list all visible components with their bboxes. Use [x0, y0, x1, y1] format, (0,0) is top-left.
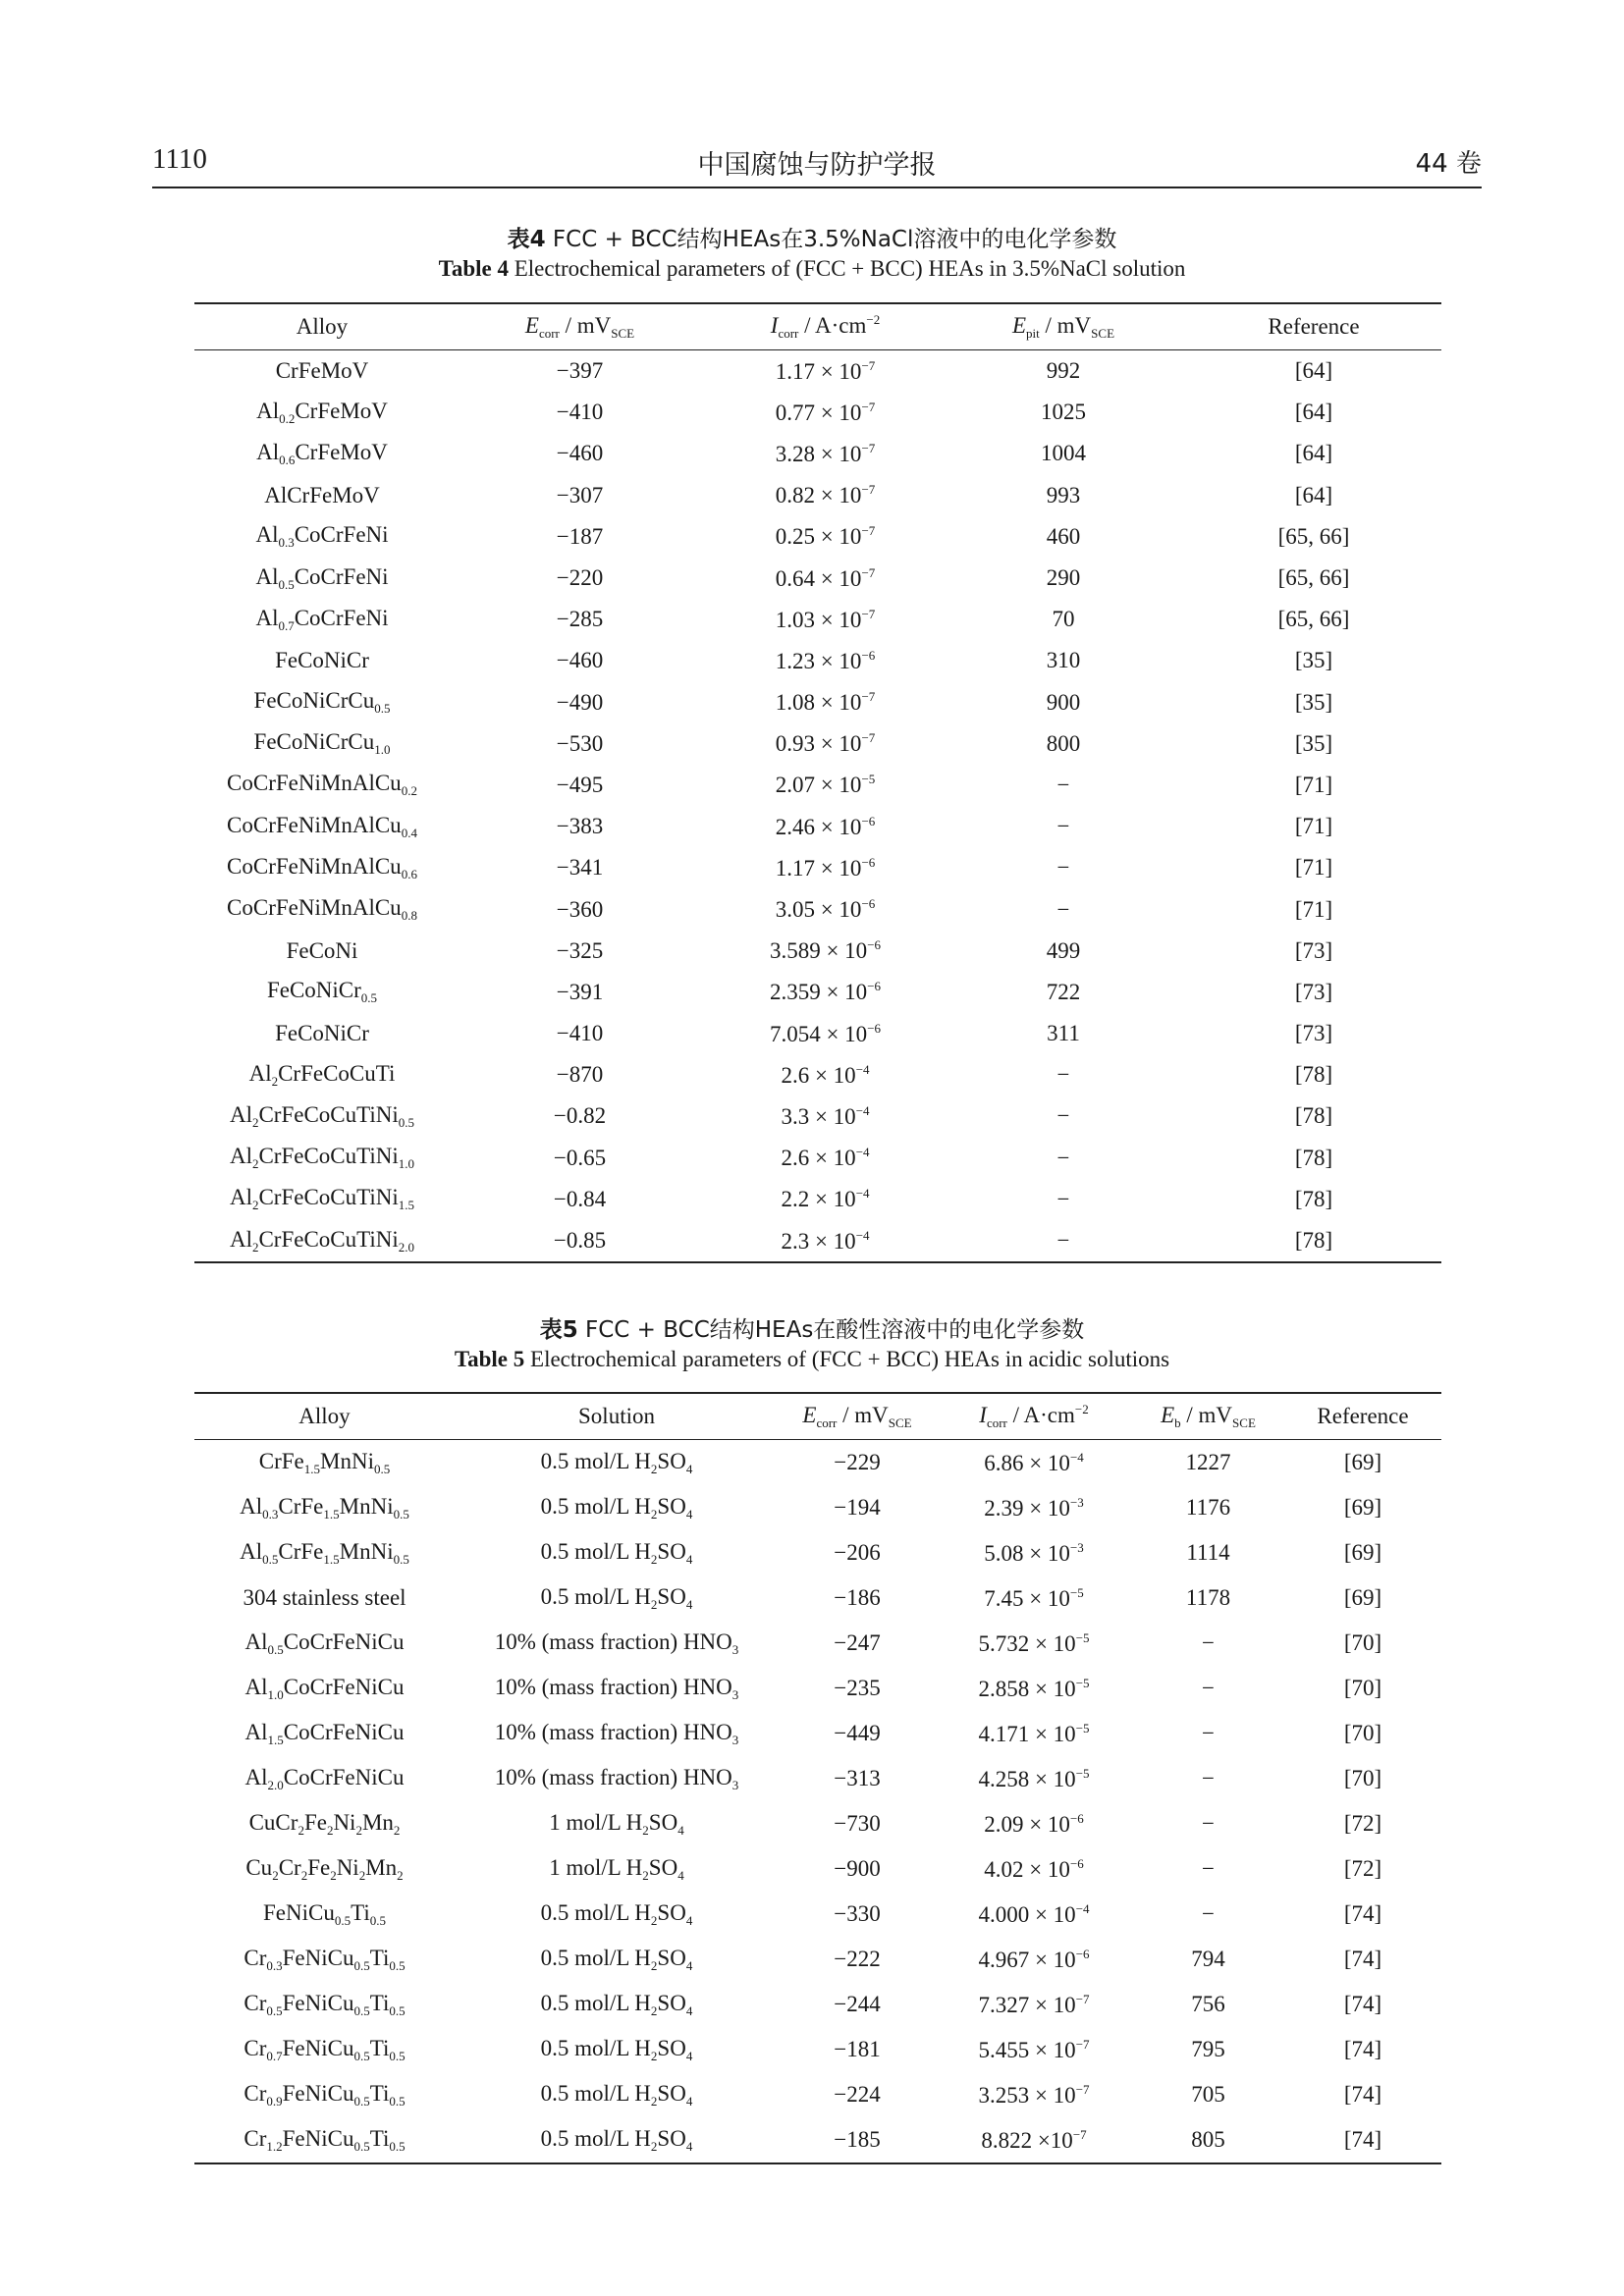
cell-solution: 10% (mass fraction) $HNO_3$ — [494, 1719, 739, 1747]
table-row — [194, 2072, 1441, 2117]
cell-epit: 1004 — [1041, 441, 1086, 466]
cell-solution: 10% (mass fraction) $HNO_3$ — [494, 1629, 739, 1657]
cell-icorr: $4.171 \times 10^{-5}$ — [978, 1720, 1090, 1746]
table-row — [194, 558, 1441, 599]
cell-icorr: $5.732 \times 10^{-5}$ — [978, 1629, 1090, 1656]
cell-reference: [35] — [1294, 648, 1333, 673]
cell-reference: [74] — [1343, 2082, 1382, 2107]
table-row — [194, 2117, 1441, 2163]
table-row — [194, 723, 1441, 765]
table-row — [194, 1095, 1441, 1137]
cell-solution: 0.5 mol/L $H_2SO_4$ — [540, 1990, 693, 2018]
cell-ecorr: −397 — [556, 358, 604, 384]
cell-alloy: $Al_2CrFeCoCuTiNi_{0.5}$ — [229, 1101, 415, 1130]
table4-label-cn: 表4 — [507, 227, 546, 252]
cell-ecorr: −870 — [556, 1062, 604, 1088]
cell-icorr: $2.39 \times 10^{-3}$ — [984, 1494, 1084, 1521]
cell-icorr: $4.967 \times 10^{-6}$ — [978, 1946, 1090, 1972]
cell-ecorr: −490 — [556, 689, 604, 715]
cell-ecorr: −181 — [834, 2037, 881, 2061]
cell-icorr: $1.17 \times 10^{-6}$ — [775, 854, 876, 881]
th-eb: $E_b / mV_{SCE}$ — [1132, 1393, 1284, 1440]
th-ecorr: $E_{corr} / mV_{SCE}$ — [779, 1393, 936, 1440]
cell-icorr: $5.08 \times 10^{-3}$ — [984, 1539, 1084, 1566]
th-alloy: Alloy — [194, 1393, 455, 1440]
cell-ecorr: −229 — [834, 1450, 881, 1474]
cell-ecorr: −206 — [834, 1540, 881, 1565]
cell-solution: 0.5 mol/L $H_2SO_4$ — [540, 1448, 693, 1476]
cell-ecorr: −530 — [556, 730, 604, 756]
table-row — [194, 350, 1441, 393]
cell-epit: 1025 — [1041, 400, 1086, 425]
th-reference: Reference — [1186, 303, 1441, 350]
cell-reference: [69] — [1343, 1495, 1382, 1520]
cell-eb: − — [1202, 1856, 1215, 1881]
cell-icorr: $2.46 \times 10^{-6}$ — [775, 813, 876, 839]
cell-ecorr: −220 — [556, 565, 604, 591]
cell-solution: 1 mol/L $H_2SO_4$ — [549, 1809, 684, 1838]
cell-ecorr: −185 — [779, 2117, 936, 2163]
cell-reference: [72] — [1343, 1856, 1382, 1881]
cell-ecorr: −235 — [834, 1676, 881, 1700]
table-row — [194, 640, 1441, 681]
cell-ecorr: −186 — [834, 1585, 881, 1610]
cell-epit: 310 — [1046, 648, 1081, 673]
cell-ecorr: −900 — [834, 1856, 881, 1881]
cell-solution: 10% (mass fraction) $HNO_3$ — [494, 1674, 739, 1702]
cell-epit: − — [1056, 772, 1070, 797]
table5-caption-en — [0, 1347, 1624, 1372]
cell-alloy: $Al_{1.0}CoCrFeNiCu$ — [244, 1674, 405, 1702]
cell-alloy: CrFe$_{1.5}$MnNi$_{0.5}$ — [258, 1448, 391, 1476]
table5-title-cn: FCC + BCC结构HEAs在酸性溶液中的电化学参数 — [585, 1317, 1085, 1343]
cell-epit: 722 — [1046, 979, 1081, 1004]
cell-icorr: $0.64 \times 10^{-7}$ — [775, 564, 876, 591]
cell-icorr: $5.455 \times 10^{-7}$ — [978, 2036, 1090, 2062]
cell-icorr: $1.08 \times 10^{-7}$ — [775, 689, 876, 716]
table-row — [194, 516, 1441, 558]
th-epit: $E_{pit} / mV_{SCE}$ — [941, 303, 1186, 350]
cell-reference: [64] — [1294, 400, 1333, 425]
cell-alloy: $Cr_{0.5}FeNiCu_{0.5}Ti_{0.5}$ — [244, 1990, 406, 2018]
cell-reference: [78] — [1294, 1145, 1333, 1170]
table4-label-en: Table 4 — [438, 256, 509, 281]
cell-alloy: $Cr_{1.2}FeNiCu_{0.5}Ti_{0.5}$ — [194, 2117, 455, 2163]
cell-eb: 705 — [1191, 2082, 1225, 2107]
cell-ecorr: −247 — [834, 1630, 881, 1655]
table5-label-en: Table 5 — [454, 1347, 525, 1371]
table5-caption-cn — [0, 1311, 1624, 1344]
cell-alloy: $Al_2CrFeCoCuTiNi_{1.5}$ — [229, 1185, 415, 1213]
cell-alloy: CoCrFeNiMnAlCu$_{0.6}$ — [227, 853, 417, 881]
table-row — [194, 1013, 1441, 1054]
cell-reference: [72] — [1343, 1811, 1382, 1836]
cell-eb: 756 — [1191, 1992, 1225, 2016]
cell-alloy: CrFeMoV — [275, 358, 369, 384]
table4-caption-en — [0, 256, 1624, 282]
cell-epit: − — [1056, 855, 1070, 881]
cell-alloy: $Cu_2Cr_2Fe_2Ni_2Mn_2$ — [245, 1854, 404, 1883]
cell-icorr: $2.359 \times 10^{-6}$ — [769, 979, 882, 1005]
cell-ecorr: −383 — [556, 814, 604, 839]
cell-icorr: $0.93 \times 10^{-7}$ — [775, 730, 876, 757]
cell-alloy: $Al_2CrFeCoCuTiNi_{1.0}$ — [229, 1144, 415, 1172]
cell-reference: [78] — [1186, 1220, 1441, 1262]
table5 — [194, 1392, 1441, 2164]
table-row — [194, 765, 1441, 806]
cell-epit: − — [941, 1220, 1186, 1262]
th-alloy: Alloy — [194, 303, 450, 350]
cell-reference: [71] — [1294, 772, 1333, 797]
cell-eb: − — [1202, 1766, 1215, 1790]
cell-reference: [73] — [1294, 937, 1333, 963]
cell-alloy: $CuCr_2Fe_2Ni_2Mn_2$ — [248, 1809, 401, 1838]
cell-ecorr: −0.84 — [553, 1186, 607, 1211]
journal-title: 中国腐蚀与防护学报 — [697, 150, 937, 181]
cell-icorr: $3.3 \times 10^{-4}$ — [781, 1102, 870, 1129]
cell-epit: 460 — [1046, 523, 1081, 549]
cell-alloy: $Al_2CrFeCoCuTiNi_{2.0}$ — [194, 1220, 450, 1262]
table-row — [194, 1892, 1441, 1937]
th-icorr: $I_{corr} / A\cdot cm^{-2}$ — [710, 303, 941, 350]
cell-epit: 290 — [1046, 565, 1081, 591]
cell-ecorr: −0.82 — [553, 1103, 607, 1129]
cell-icorr: $1.03 \times 10^{-7}$ — [775, 606, 876, 632]
table-row — [194, 1801, 1441, 1846]
cell-reference: [69] — [1343, 1450, 1382, 1474]
cell-reference: [78] — [1294, 1186, 1333, 1211]
cell-ecorr: −0.65 — [553, 1145, 607, 1170]
cell-solution: 0.5 mol/L $H_2SO_4$ — [540, 1899, 693, 1928]
table-row — [194, 931, 1441, 972]
cell-eb: − — [1202, 1676, 1215, 1700]
cell-reference: [35] — [1294, 730, 1333, 756]
cell-eb: 794 — [1191, 1947, 1225, 1971]
cell-reference: [70] — [1343, 1766, 1382, 1790]
cell-alloy: $FeNiCu_{0.5}Ti_{0.5}$ — [263, 1899, 386, 1928]
cell-ecorr: −341 — [556, 855, 604, 881]
cell-icorr: $3.589 \times 10^{-6}$ — [769, 937, 882, 964]
th-solution: Solution — [455, 1393, 779, 1440]
cell-icorr: $6.86 \times 10^{-4}$ — [984, 1449, 1084, 1475]
table-row — [194, 972, 1441, 1013]
cell-reference: [74] — [1343, 2037, 1382, 2061]
cell-epit: 800 — [1046, 730, 1081, 756]
table4 — [194, 302, 1441, 1263]
cell-icorr: $0.82 \times 10^{-7}$ — [775, 482, 876, 508]
table-row — [194, 1711, 1441, 1756]
cell-reference: [73] — [1294, 1021, 1333, 1046]
cell-solution: 0.5 mol/L $H_2SO_4$ — [540, 1538, 693, 1567]
cell-solution: 0.5 mol/L $H_2SO_4$ — [540, 1945, 693, 1973]
table-row — [194, 1666, 1441, 1711]
cell-icorr: $0.25 \times 10^{-7}$ — [775, 523, 876, 550]
cell-icorr: $3.28 \times 10^{-7}$ — [775, 440, 876, 466]
cell-ecorr: −325 — [556, 937, 604, 963]
table-row — [194, 888, 1441, 930]
cell-ecorr: −460 — [556, 648, 604, 673]
cell-solution: 0.5 mol/L $H_2SO_4$ — [540, 1583, 693, 1612]
cell-ecorr: −222 — [834, 1947, 881, 1971]
cell-icorr: $7.327 \times 10^{-7}$ — [978, 1991, 1090, 2017]
th-icorr: $I_{corr} / A\cdot cm^{-2}$ — [936, 1393, 1132, 1440]
table-row — [194, 1485, 1441, 1530]
cell-reference: [35] — [1294, 689, 1333, 715]
cell-epit: − — [1056, 814, 1070, 839]
cell-ecorr: −194 — [834, 1495, 881, 1520]
cell-reference: [74] — [1343, 1992, 1382, 2016]
cell-epit: − — [1056, 1062, 1070, 1088]
cell-reference: [69] — [1343, 1585, 1382, 1610]
cell-icorr: $3.05 \times 10^{-6}$ — [775, 896, 876, 923]
cell-eb: 1227 — [1185, 1450, 1231, 1474]
cell-alloy: $Cr_{0.9}FeNiCu_{0.5}Ti_{0.5}$ — [244, 2080, 406, 2109]
cell-icorr: $0.77 \times 10^{-7}$ — [775, 399, 876, 425]
cell-icorr: $8.822 \times 10^{-7}$ — [936, 2117, 1132, 2163]
cell-reference: [64] — [1294, 482, 1333, 507]
cell-epit: 70 — [1052, 607, 1075, 632]
table-row — [194, 475, 1441, 516]
cell-alloy: FeCoNiCr — [275, 648, 369, 673]
table-row — [194, 1937, 1441, 1982]
cell-reference: [65, 66] — [1277, 607, 1350, 632]
cell-eb: − — [1202, 1721, 1215, 1745]
cell-alloy: $Cr_{0.3}FeNiCu_{0.5}Ti_{0.5}$ — [244, 1945, 406, 1973]
cell-alloy: FeCoNiCr — [275, 1021, 369, 1046]
cell-eb: − — [1202, 1811, 1215, 1836]
cell-epit: − — [1056, 896, 1070, 922]
table-row — [194, 1756, 1441, 1801]
cell-epit: 499 — [1046, 937, 1081, 963]
cell-alloy: $Al_{0.5}CoCrFeNi$ — [255, 563, 389, 592]
page-number: 1110 — [152, 143, 207, 175]
cell-eb: 1178 — [1185, 1585, 1231, 1610]
table4-header-row — [194, 303, 1441, 350]
cell-reference: [64] — [1294, 358, 1333, 384]
cell-ecorr: −391 — [556, 979, 604, 1004]
cell-icorr: $4.02 \times 10^{-6}$ — [984, 1855, 1084, 1882]
table5-title-en: Electrochemical parameters of (FCC + BCC) HEAs in acidic solutions — [530, 1347, 1170, 1371]
table-row — [194, 1440, 1441, 1486]
cell-alloy: $Al_{0.7}CoCrFeNi$ — [255, 605, 389, 633]
table-row — [194, 392, 1441, 433]
table-row — [194, 1575, 1441, 1621]
cell-alloy: CoCrFeNiMnAlCu$_{0.2}$ — [227, 771, 417, 799]
cell-reference: [65, 66] — [1277, 565, 1350, 591]
cell-alloy: CoCrFeNiMnAlCu$_{0.4}$ — [227, 812, 417, 840]
cell-reference: [71] — [1294, 855, 1333, 881]
cell-alloy: $Al_{0.3}CoCrFeNi$ — [255, 522, 389, 551]
cell-ecorr: −495 — [556, 772, 604, 797]
cell-icorr: $2.2 \times 10^{-4}$ — [781, 1186, 870, 1212]
table-row — [194, 1220, 1441, 1262]
table-row — [194, 1982, 1441, 2027]
cell-reference: [73] — [1294, 979, 1333, 1004]
cell-icorr: $4.258 \times 10^{-5}$ — [978, 1765, 1090, 1791]
cell-reference: [74] — [1343, 1901, 1382, 1926]
cell-alloy: FeCoNiCrCu$_{1.0}$ — [253, 729, 391, 758]
cell-icorr: $2.6 \times 10^{-4}$ — [781, 1061, 870, 1088]
cell-alloy: FeCoNiCr$_{0.5}$ — [266, 978, 378, 1006]
cell-alloy: $Al_{0.6}CrFeMoV$ — [256, 439, 388, 467]
cell-alloy: $Al_{2.0}CoCrFeNiCu$ — [244, 1764, 405, 1792]
cell-alloy: $Al_{0.2}CrFeMoV$ — [256, 398, 388, 426]
cell-ecorr: −330 — [834, 1901, 881, 1926]
cell-icorr: $2.858 \times 10^{-5}$ — [978, 1675, 1090, 1701]
cell-solution: 1 mol/L $H_2SO_4$ — [549, 1854, 684, 1883]
cell-solution: 0.5 mol/L $H_2SO_4$ — [540, 1493, 693, 1522]
cell-alloy: $Al_{1.5}CoCrFeNiCu$ — [244, 1719, 405, 1747]
cell-eb: 1114 — [1186, 1540, 1230, 1565]
cell-reference: [74] — [1284, 2117, 1441, 2163]
table-row — [194, 1054, 1441, 1095]
th-ecorr: $E_{corr} / mV_{SCE}$ — [450, 303, 710, 350]
cell-alloy: FeCoNi — [286, 937, 358, 963]
cell-reference: [70] — [1343, 1630, 1382, 1655]
table-row — [194, 806, 1441, 847]
cell-ecorr: −224 — [834, 2082, 881, 2107]
cell-ecorr: −410 — [556, 1021, 604, 1046]
cell-ecorr: −285 — [556, 607, 604, 632]
cell-epit: − — [1056, 1186, 1070, 1211]
cell-alloy: FeCoNiCrCu$_{0.5}$ — [253, 688, 391, 717]
cell-reference: [71] — [1294, 814, 1333, 839]
table-row — [194, 1846, 1441, 1892]
volume-label: 44 卷 — [1415, 149, 1482, 179]
cell-epit: − — [1056, 1145, 1070, 1170]
cell-icorr: $1.23 \times 10^{-6}$ — [775, 647, 876, 673]
cell-alloy: $Al_2CrFeCoCuTi$ — [248, 1060, 396, 1089]
table-row — [194, 2027, 1441, 2072]
cell-alloy: $Cr_{0.7}FeNiCu_{0.5}Ti_{0.5}$ — [244, 2035, 406, 2063]
cell-ecorr: −460 — [556, 441, 604, 466]
cell-icorr: $2.3 \times 10^{-4}$ — [710, 1220, 941, 1262]
cell-reference: [71] — [1294, 896, 1333, 922]
cell-ecorr: −244 — [834, 1992, 881, 2016]
running-header — [152, 139, 1482, 188]
cell-solution: 10% (mass fraction) $HNO_3$ — [494, 1764, 739, 1792]
table4-title-cn: FCC + BCC结构HEAs在3.5%NaCl溶液中的电化学参数 — [552, 227, 1117, 252]
table-row — [194, 1179, 1441, 1220]
cell-reference: [65, 66] — [1277, 523, 1350, 549]
cell-reference: [78] — [1294, 1062, 1333, 1088]
cell-eb: 805 — [1132, 2117, 1284, 2163]
cell-alloy: AlCrFeMoV — [264, 482, 380, 507]
cell-reference: [70] — [1343, 1676, 1382, 1700]
cell-solution: 0.5 mol/L $H_2SO_4$ — [540, 2080, 693, 2109]
cell-icorr: $3.253 \times 10^{-7}$ — [978, 2081, 1090, 2108]
table-row — [194, 1621, 1441, 1666]
cell-reference: [70] — [1343, 1721, 1382, 1745]
cell-ecorr: −730 — [834, 1811, 881, 1836]
cell-ecorr: −313 — [834, 1766, 881, 1790]
table-row — [194, 1530, 1441, 1575]
cell-epit: 992 — [1046, 358, 1081, 384]
cell-alloy: $Al_{0.3}CrFe_{1.5}MnNi_{0.5}$ — [240, 1493, 409, 1522]
cell-eb: − — [1202, 1630, 1215, 1655]
cell-epit: − — [1056, 1103, 1070, 1129]
cell-solution: 0.5 mol/L $H_2SO_4$ — [455, 2117, 779, 2163]
cell-epit: 311 — [1047, 1021, 1080, 1046]
cell-icorr: $1.17 \times 10^{-7}$ — [775, 357, 876, 384]
cell-solution: 0.5 mol/L $H_2SO_4$ — [540, 2035, 693, 2063]
cell-epit: 993 — [1046, 482, 1081, 507]
cell-ecorr: −410 — [556, 400, 604, 425]
cell-alloy: $Al_{0.5}CoCrFeNiCu$ — [244, 1629, 405, 1657]
cell-icorr: $2.6 \times 10^{-4}$ — [781, 1145, 870, 1171]
table5-label-cn: 表5 — [539, 1317, 578, 1343]
cell-icorr: $2.07 \times 10^{-5}$ — [775, 772, 876, 798]
cell-ecorr: −0.85 — [450, 1220, 710, 1262]
cell-reference: [78] — [1294, 1103, 1333, 1129]
cell-icorr: $4.000 \times 10^{-4}$ — [978, 1900, 1090, 1927]
table4-title-en: Electrochemical parameters of (FCC + BCC) HEAs in 3.5%NaCl solution — [514, 256, 1186, 281]
th-reference: Reference — [1284, 1393, 1441, 1440]
table-row — [194, 599, 1441, 640]
cell-epit: 900 — [1046, 689, 1081, 715]
cell-alloy: 304 stainless steel — [243, 1585, 406, 1610]
cell-eb: 1176 — [1185, 1495, 1231, 1520]
table-row — [194, 847, 1441, 888]
table-row — [194, 1138, 1441, 1179]
cell-ecorr: −187 — [556, 523, 604, 549]
table-row — [194, 682, 1441, 723]
cell-eb: 795 — [1191, 2037, 1225, 2061]
cell-reference: [69] — [1343, 1540, 1382, 1565]
table-row — [194, 433, 1441, 474]
table4-caption-cn — [0, 221, 1624, 253]
cell-eb: − — [1202, 1901, 1215, 1926]
cell-ecorr: −449 — [834, 1721, 881, 1745]
cell-reference: [64] — [1294, 441, 1333, 466]
cell-alloy: CoCrFeNiMnAlCu$_{0.8}$ — [227, 895, 417, 924]
cell-alloy: $Al_{0.5}CrFe_{1.5}MnNi_{0.5}$ — [240, 1538, 409, 1567]
table5-header-row — [194, 1393, 1441, 1440]
cell-reference: [74] — [1343, 1947, 1382, 1971]
cell-ecorr: −360 — [556, 896, 604, 922]
cell-icorr: $2.09 \times 10^{-6}$ — [984, 1810, 1084, 1837]
cell-icorr: $7.054 \times 10^{-6}$ — [769, 1020, 882, 1046]
cell-ecorr: −307 — [556, 482, 604, 507]
cell-icorr: $7.45 \times 10^{-5}$ — [984, 1584, 1084, 1611]
